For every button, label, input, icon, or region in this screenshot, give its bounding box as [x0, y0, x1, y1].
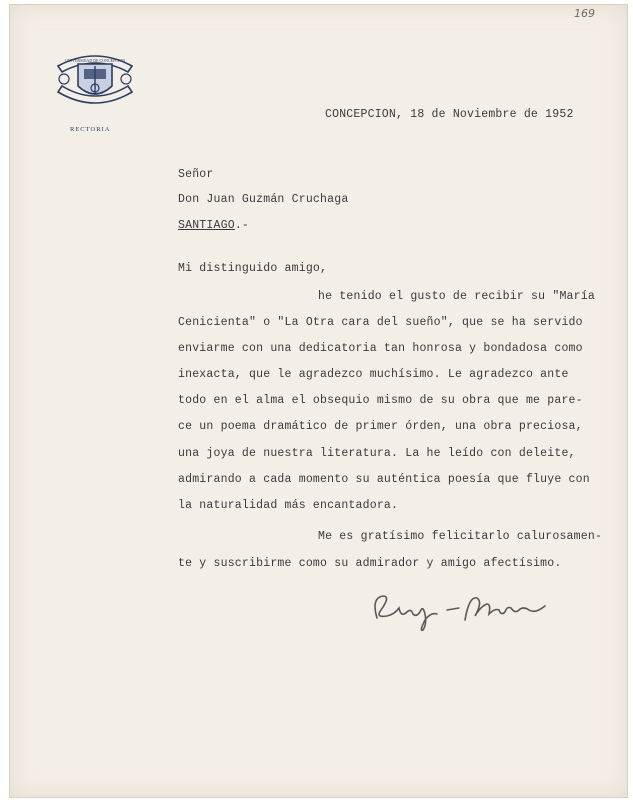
- recipient-city: SANTIAGO: [178, 219, 235, 232]
- seal-caption: RECTORIA: [70, 126, 111, 133]
- body-line-4: inexacta, que le agradezco muchísimo. Le agradezco ante: [178, 368, 569, 381]
- recipient-title: Señor: [178, 168, 214, 181]
- place-date: CONCEPCION, 18 de Noviembre de 1952: [325, 108, 574, 121]
- svg-text:UNIVERSIDAD DE CONCEPCION: UNIVERSIDAD DE CONCEPCION: [64, 58, 126, 63]
- university-seal-icon: [50, 44, 140, 116]
- body-line-6: ce un poema dramático de primer órden, una obra preciosa,: [178, 420, 583, 433]
- closing-line-1: Me es gratísimo felicitarlo calurosamen-: [318, 530, 603, 543]
- body-line-2: Cenicienta" o "La Otra cara del sueño", que se ha servido: [178, 316, 583, 329]
- recipient-city-suffix: .-: [234, 219, 250, 232]
- body-line-3: enviarme con una dedicatoria tan honrosa y bondadosa como: [178, 342, 583, 355]
- body-line-1: he tenido el gusto de recibir su "María: [318, 290, 595, 303]
- body-line-5: todo en el alma el obsequio mismo de su obra que me pare-: [178, 394, 583, 407]
- signature: [365, 588, 555, 636]
- recipient-city-line: [178, 219, 249, 232]
- body-line-7: una joya de nuestra literatura. La he leído con deleite,: [178, 447, 576, 460]
- recipient-name: Don Juan Guzmán Cruchaga: [178, 193, 349, 206]
- archive-number: 169: [574, 7, 595, 20]
- greeting: Mi distinguido amigo,: [178, 262, 328, 275]
- body-line-9: la naturalidad más encantadora.: [178, 499, 399, 512]
- closing-line-2: te y suscribirme como su admirador y amigo afectísimo.: [178, 557, 562, 570]
- body-line-8: admirando a cada momento su auténtica poesía que fluye con: [178, 473, 590, 486]
